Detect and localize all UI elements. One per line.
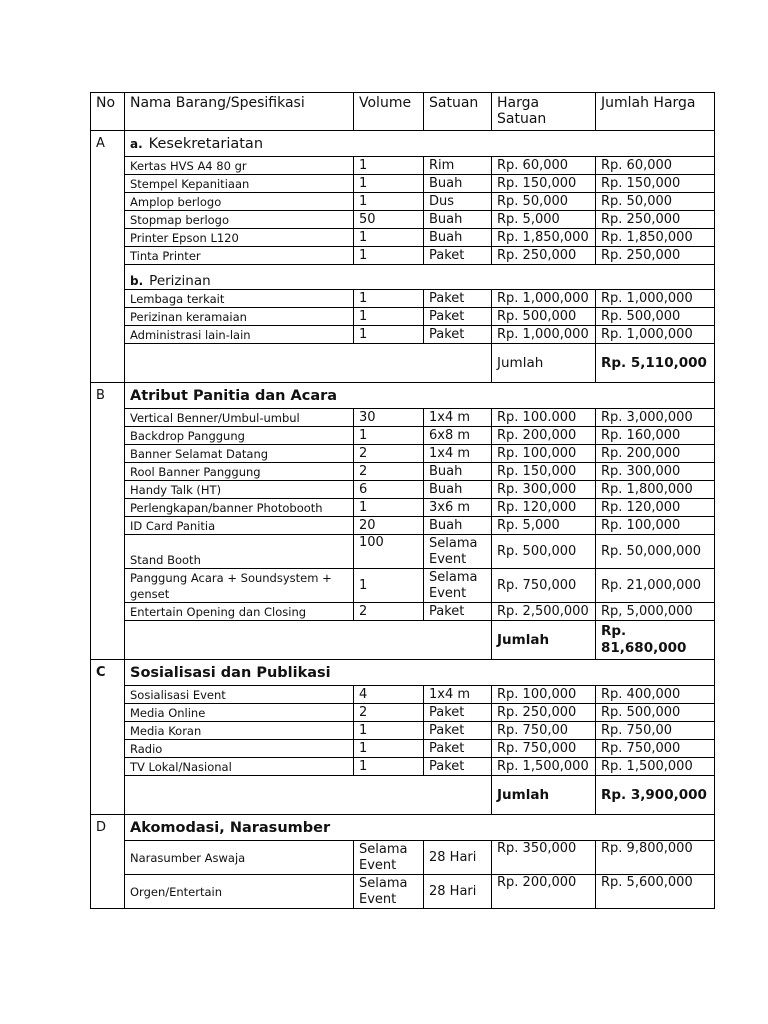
cell-harga: Rp. 200,000 (492, 875, 596, 909)
subsection-marker: b. (130, 274, 144, 288)
table-row (91, 535, 715, 569)
cell-jumlah: Rp. 1,850,000 (596, 229, 715, 247)
cell-jumlah: Rp. 100,000 (596, 517, 715, 535)
cell-volume: 1 (354, 229, 424, 247)
cell-satuan: 1x4 m (424, 409, 492, 427)
table-row (91, 686, 715, 704)
cell-satuan: Paket (424, 290, 492, 308)
cell-harga: Rp. 50,000 (492, 193, 596, 211)
cell-jumlah: Rp. 500,000 (596, 704, 715, 722)
cell-volume: 1 (354, 308, 424, 326)
cell-volume: 1 (354, 740, 424, 758)
cell-nama: Narasumber Aswaja (125, 841, 354, 875)
table-row (91, 499, 715, 517)
table-row (91, 247, 715, 265)
header-volume: Volume (354, 93, 424, 131)
cell-volume: 20 (354, 517, 424, 535)
cell-nama: Entertain Opening dan Closing (125, 603, 354, 621)
cell-volume: 6 (354, 481, 424, 499)
cell-jumlah: Rp. 1,000,000 (596, 326, 715, 344)
cell-nama: TV Lokal/Nasional (125, 758, 354, 776)
table-row (91, 290, 715, 308)
cell-jumlah: Rp. 3,000,000 (596, 409, 715, 427)
table-row (91, 229, 715, 247)
cell-nama: Handy Talk (HT) (125, 481, 354, 499)
cell-harga: Rp. 350,000 (492, 841, 596, 875)
cell-satuan: Paket (424, 758, 492, 776)
cell-harga: Rp. 150,000 (492, 463, 596, 481)
total-value-text: Rp. 81,680,000 (601, 623, 687, 656)
cell-satuan: Paket (424, 740, 492, 758)
section-no: D (91, 815, 125, 841)
cell-volume: 2 (354, 463, 424, 481)
table-row (91, 445, 715, 463)
cell-volume: 1 (354, 722, 424, 740)
table-row (91, 740, 715, 758)
total-value: Rp. 5,110,000 (596, 344, 715, 383)
cell-jumlah: Rp, 5,000,000 (596, 603, 715, 621)
cell-satuan: Rim (424, 157, 492, 175)
cell-harga: Rp. 100,000 (492, 686, 596, 704)
table-row (91, 463, 715, 481)
cell-nama: Orgen/Entertain (125, 875, 354, 909)
total-row (91, 621, 715, 660)
cell-nama: Banner Selamat Datang (125, 445, 354, 463)
cell-nama: Stopmap berlogo (125, 211, 354, 229)
cell-harga: Rp. 60,000 (492, 157, 596, 175)
table-row (91, 193, 715, 211)
cell-harga: Rp. 1,000,000 (492, 326, 596, 344)
cell-satuan: 28 Hari (424, 841, 492, 875)
cell-volume: 1 (354, 758, 424, 776)
cell-volume: 1 (354, 193, 424, 211)
section-no: B (91, 383, 125, 409)
cell-volume: 4 (354, 686, 424, 704)
section-title (125, 131, 715, 157)
table-row (91, 175, 715, 193)
cell-nama: Amplop berlogo (125, 193, 354, 211)
cell-volume: 100 (354, 535, 424, 569)
cell-nama: Rool Banner Panggung (125, 463, 354, 481)
cell-nama: Kertas HVS A4 80 gr (125, 157, 354, 175)
cell-harga: Rp. 250,000 (492, 247, 596, 265)
table-row (91, 409, 715, 427)
section-no: A (91, 131, 125, 157)
header-row (91, 93, 715, 131)
cell-jumlah: Rp. 50,000 (596, 193, 715, 211)
cell-harga: Rp. 500,000 (492, 535, 596, 569)
cell-jumlah: Rp. 21,000,000 (596, 569, 715, 603)
table-row (91, 211, 715, 229)
section-title: Sosialisasi dan Publikasi (125, 660, 715, 686)
section-title: Atribut Panitia dan Acara (125, 383, 715, 409)
cell-satuan: Selama Event (424, 535, 492, 569)
cell-jumlah: Rp. 150,000 (596, 175, 715, 193)
cell-harga: Rp. 750,000 (492, 569, 596, 603)
cell-volume: 1 (354, 326, 424, 344)
table-row (91, 875, 715, 909)
cell-satuan: Paket (424, 247, 492, 265)
cell-volume: 1 (354, 175, 424, 193)
cell-nama: Lembaga terkait (125, 290, 354, 308)
cell-nama: Backdrop Panggung (125, 427, 354, 445)
table-row (91, 427, 715, 445)
cell-nama: Tinta Printer (125, 247, 354, 265)
cell-satuan: Dus (424, 193, 492, 211)
table-row (91, 722, 715, 740)
cell-jumlah: Rp. 500,000 (596, 308, 715, 326)
cell-jumlah: Rp. 200,000 (596, 445, 715, 463)
cell-nama: Printer Epson L120 (125, 229, 354, 247)
section-title: Akomodasi, Narasumber (125, 815, 715, 841)
cell-harga: Rp. 5,000 (492, 211, 596, 229)
cell-jumlah: Rp. 9,800,000 (596, 841, 715, 875)
header-harga-satuan: Harga Satuan (492, 93, 596, 131)
table-row (91, 481, 715, 499)
cell-jumlah: Rp. 250,000 (596, 211, 715, 229)
cell-satuan: Paket (424, 704, 492, 722)
table-row (91, 517, 715, 535)
cell-harga: Rp. 500,000 (492, 308, 596, 326)
cell-satuan: Buah (424, 211, 492, 229)
cell-nama: Radio (125, 740, 354, 758)
cell-harga: Rp. 1,850,000 (492, 229, 596, 247)
total-label: Jumlah (492, 621, 596, 660)
cell-jumlah: Rp. 60,000 (596, 157, 715, 175)
cell-harga: Rp. 2,500,000 (492, 603, 596, 621)
section-row (91, 383, 715, 409)
header-jumlah-harga: Jumlah Harga (596, 93, 715, 131)
cell-harga: Rp. 1,500,000 (492, 758, 596, 776)
table-row (91, 308, 715, 326)
cell-satuan: 3x6 m (424, 499, 492, 517)
cell-volume: 1 (354, 427, 424, 445)
cell-satuan: Paket (424, 326, 492, 344)
cell-nama: Media Online (125, 704, 354, 722)
cell-nama: Perizinan keramaian (125, 308, 354, 326)
cell-volume: 1 (354, 569, 424, 603)
cell-satuan: 1x4 m (424, 686, 492, 704)
total-row (91, 776, 715, 815)
cell-satuan: 6x8 m (424, 427, 492, 445)
budget-table (90, 92, 715, 909)
section-row (91, 660, 715, 686)
cell-satuan: Buah (424, 463, 492, 481)
budget-document (90, 92, 714, 909)
cell-satuan: Paket (424, 603, 492, 621)
cell-harga: Rp. 5,000 (492, 517, 596, 535)
table-row (91, 758, 715, 776)
section-no: C (91, 660, 125, 686)
table-row (91, 569, 715, 603)
cell-nama: Stempel Kepanitiaan (125, 175, 354, 193)
cell-jumlah: Rp. 400,000 (596, 686, 715, 704)
cell-nama: Administrasi lain-lain (125, 326, 354, 344)
cell-volume: 30 (354, 409, 424, 427)
cell-volume: 1 (354, 247, 424, 265)
header-nama: Nama Barang/Spesifikasi (125, 93, 354, 131)
header-satuan: Satuan (424, 93, 492, 131)
cell-nama: Panggung Acara + Soundsystem + genset (125, 569, 354, 603)
cell-nama: Perlengkapan/banner Photobooth (125, 499, 354, 517)
cell-satuan: Buah (424, 229, 492, 247)
cell-jumlah: Rp. 1,000,000 (596, 290, 715, 308)
cell-volume: 1 (354, 499, 424, 517)
cell-jumlah: Rp. 750,00 (596, 722, 715, 740)
total-label: Jumlah (492, 344, 596, 383)
cell-satuan: 1x4 m (424, 445, 492, 463)
table-row (91, 841, 715, 875)
cell-harga: Rp. 1,000,000 (492, 290, 596, 308)
total-value (596, 621, 715, 660)
subsection-marker: a. (130, 136, 143, 151)
cell-nama: ID Card Panitia (125, 517, 354, 535)
cell-jumlah: Rp. 5,600,000 (596, 875, 715, 909)
cell-nama: Vertical Benner/Umbul-umbul (125, 409, 354, 427)
subsection-title: Perizinan (149, 273, 211, 289)
cell-volume: 2 (354, 704, 424, 722)
subsection-title-cell (125, 265, 715, 290)
subsection-row (91, 265, 715, 290)
cell-nama: Stand Booth (125, 535, 354, 569)
cell-volume: 50 (354, 211, 424, 229)
table-row (91, 704, 715, 722)
cell-volume: Selama Event (354, 841, 424, 875)
cell-volume: 2 (354, 445, 424, 463)
subsection-title: Kesekretariatan (148, 135, 264, 152)
total-row (91, 344, 715, 383)
cell-satuan: Selama Event (424, 569, 492, 603)
cell-volume: 1 (354, 157, 424, 175)
section-row (91, 131, 715, 157)
cell-satuan: Paket (424, 722, 492, 740)
table-row (91, 603, 715, 621)
cell-jumlah: Rp. 750,000 (596, 740, 715, 758)
total-value: Rp. 3,900,000 (596, 776, 715, 815)
cell-satuan: Buah (424, 481, 492, 499)
table-row (91, 326, 715, 344)
cell-volume: 1 (354, 290, 424, 308)
cell-satuan: Buah (424, 175, 492, 193)
cell-jumlah: Rp. 300,000 (596, 463, 715, 481)
cell-harga: Rp. 120,000 (492, 499, 596, 517)
cell-harga: Rp. 100.000 (492, 409, 596, 427)
table-row (91, 157, 715, 175)
section-row (91, 815, 715, 841)
cell-nama: Sosialisasi Event (125, 686, 354, 704)
header-no: No (91, 93, 125, 131)
cell-jumlah: Rp. 250,000 (596, 247, 715, 265)
cell-harga: Rp. 750,000 (492, 740, 596, 758)
cell-volume: Selama Event (354, 875, 424, 909)
cell-harga: Rp. 750,00 (492, 722, 596, 740)
cell-jumlah: Rp. 160,000 (596, 427, 715, 445)
cell-volume: 2 (354, 603, 424, 621)
cell-harga: Rp. 250,000 (492, 704, 596, 722)
cell-satuan: 28 Hari (424, 875, 492, 909)
cell-harga: Rp. 200,000 (492, 427, 596, 445)
cell-jumlah: Rp. 120,000 (596, 499, 715, 517)
cell-harga: Rp. 100,000 (492, 445, 596, 463)
cell-satuan: Paket (424, 308, 492, 326)
cell-harga: Rp. 150,000 (492, 175, 596, 193)
cell-jumlah: Rp. 50,000,000 (596, 535, 715, 569)
cell-jumlah: Rp. 1,800,000 (596, 481, 715, 499)
cell-jumlah: Rp. 1,500,000 (596, 758, 715, 776)
cell-nama: Media Koran (125, 722, 354, 740)
total-label: Jumlah (492, 776, 596, 815)
cell-harga: Rp. 300,000 (492, 481, 596, 499)
cell-satuan: Buah (424, 517, 492, 535)
